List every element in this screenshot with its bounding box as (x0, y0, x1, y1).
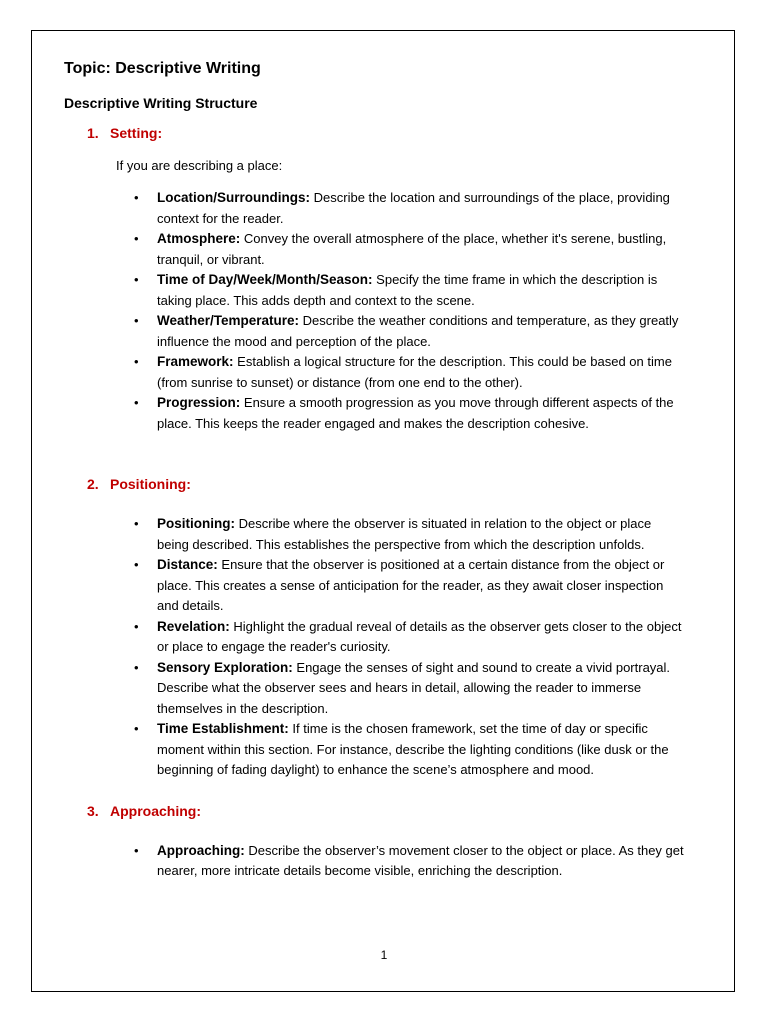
section-approaching (64, 801, 684, 882)
section-number: 1. (87, 125, 99, 141)
bullet-icon: • (134, 190, 139, 205)
list-item (64, 393, 684, 434)
section-heading (64, 474, 684, 494)
item-text: Specify the time frame in which the description is taking place. This adds depth and context to the scene. (157, 272, 658, 308)
item-term: Revelation: (157, 618, 230, 634)
item-text: Ensure that the observer is positioned at a certain distance from the object or place. This creates a sense of anticipation for the reader, as they await closer inspection and details. (157, 557, 665, 613)
bullet-icon: • (134, 395, 139, 410)
item-text: Describe the location and surroundings of the place, providing context for the reader. (157, 190, 670, 226)
item-term: Framework: (157, 354, 234, 369)
item-text: If time is the chosen framework, set the time of day or specific moment within this section. For instance, describe the lighting conditions (like dusk or the beginning of fading daylight) to enhance the scene’s atmosphere and mood. (157, 721, 669, 777)
section-number: 2. (87, 476, 99, 492)
item-text: Ensure a smooth progression as you move through different aspects of the place. This keeps the reader engaged and makes the description cohesive. (157, 395, 674, 431)
item-term: Sensory Exploration: (157, 659, 293, 675)
bullet-icon: • (134, 516, 139, 531)
bullet-icon: • (134, 618, 139, 634)
list-item (64, 555, 684, 617)
list-item (64, 311, 684, 352)
bullet-icon: • (134, 313, 139, 328)
section-heading (64, 123, 684, 143)
bullet-list (64, 514, 684, 781)
section-positioning (64, 474, 684, 781)
item-term: Location/Surroundings: (157, 190, 310, 205)
bullet-list (64, 188, 684, 434)
item-text: Convey the overall atmosphere of the place, whether it's serene, bustling, tranquil, or vibrant. (157, 231, 667, 267)
item-text: Describe the observer’s movement closer to the object or place. As they get nearer, more intricate details become visible, enriching the description. (157, 842, 684, 878)
page-number: 1 (380, 948, 388, 962)
item-term: Weather/Temperature: (157, 313, 300, 328)
page-title: Topic: Descriptive Writing (64, 60, 261, 77)
section-intro: If you are describing a place: (116, 158, 283, 173)
document-body (64, 58, 684, 882)
list-item (64, 658, 684, 720)
section-title: Positioning: (110, 476, 191, 492)
document-subtitle: Descriptive Writing Structure (64, 95, 258, 111)
section-number: 3. (87, 802, 99, 819)
item-text: Engage the senses of sight and sound to create a vivid portrayal. Describe what the observer sees and hears in detail, allowing the reader to immerse themselves in the description. (157, 659, 671, 716)
bullet-icon: • (134, 557, 139, 572)
item-text: Describe where the observer is situated in relation to the object or place being described. This establishes the perspective from which the description unfolds. (157, 516, 652, 552)
item-text: Describe the weather conditions and temperature, as they greatly influence the mood and perception of the place. (157, 313, 679, 349)
section-heading (64, 801, 684, 821)
item-term: Positioning: (157, 516, 235, 531)
bullet-list (64, 841, 684, 882)
list-item (64, 270, 684, 311)
list-item (64, 719, 684, 781)
bullet-icon: • (134, 272, 139, 287)
section-setting (64, 123, 684, 434)
item-term: Time Establishment: (157, 721, 289, 736)
section-title: Setting: (110, 125, 163, 141)
item-term: Approaching: (157, 842, 245, 858)
bullet-icon: • (134, 721, 139, 736)
list-item (64, 514, 684, 555)
item-term: Time of Day/Week/Month/Season: (157, 272, 373, 287)
bullet-icon: • (134, 354, 139, 369)
item-term: Progression: (157, 395, 241, 410)
list-item (64, 352, 684, 393)
bullet-icon: • (134, 659, 139, 675)
item-term: Distance: (157, 557, 218, 572)
item-term: Atmosphere: (157, 231, 241, 246)
list-item (64, 188, 684, 229)
list-item (64, 617, 684, 658)
list-item (64, 229, 684, 270)
list-item (64, 841, 684, 882)
item-text: Highlight the gradual reveal of details as the observer gets closer to the object or place to engage the reader's curiosity. (157, 618, 682, 654)
item-text: Establish a logical structure for the description. This could be based on time (from sunrise to sunset) or distance (from one end to the other). (157, 354, 672, 390)
section-title: Approaching: (110, 802, 201, 819)
bullet-icon: • (134, 231, 139, 246)
bullet-icon: • (134, 842, 139, 858)
